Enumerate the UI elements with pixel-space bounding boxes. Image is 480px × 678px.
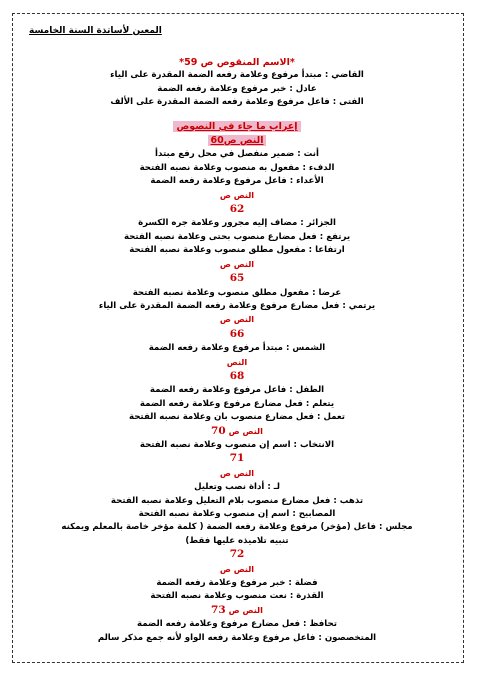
passage-number-71 — [27, 452, 447, 466]
passage-number-72 — [27, 548, 447, 562]
text-line: الانتخاب : اسم إن منصوب وعلامة نصبه الفتحة — [139, 439, 335, 450]
passage-heading-label: النص ص60 — [208, 135, 267, 146]
passage-number-68 — [27, 370, 447, 384]
spacer — [27, 110, 447, 120]
passage-heading-label: النص ص — [219, 189, 255, 200]
passage-heading-71 — [27, 467, 447, 481]
passage-number: 72 — [229, 548, 245, 561]
passage-heading-70 — [27, 425, 447, 439]
section-title-irab: إعراب ما جاء في النصوص — [173, 121, 300, 132]
document-header-title: المعين لأساتذة السنة الخامسة — [29, 26, 162, 36]
text-line: لـ : أداة نصب وتعليل — [194, 482, 280, 493]
text-line: يتعلم : فعل مضارع مرفوع وعلامة رفعه الضمة — [139, 398, 335, 409]
passage-number-62 — [27, 203, 447, 217]
passage-heading-label: النص ص — [219, 467, 255, 478]
passage-heading-label: النص ص — [228, 425, 263, 436]
text-line: عادل : خبر مرفوع وعلامة رفعه الضمة — [157, 83, 317, 94]
text-line: ارتفاعا : مفعول مطلق منصوب وعلامة نصبه الفتحة — [129, 245, 345, 256]
passage-number: 62 — [229, 203, 245, 216]
passage-number: 70 — [211, 424, 226, 437]
passage-heading-label: النص ص — [219, 258, 255, 269]
passage-heading-72 — [27, 563, 447, 577]
passage-number: 65 — [229, 272, 245, 285]
passage-heading-60 — [27, 134, 447, 148]
text-line: أنت : ضمير منفصل في محل رفع مبتدأ — [155, 149, 319, 160]
passage-heading-68 — [27, 356, 447, 370]
text-line: الشمس : مبتدأ مرفوع وعلامة رفعه الضمة — [148, 343, 326, 354]
text-line: الجزائر : مضاف إليه مجرور وعلامة جره الكسرة — [138, 218, 336, 229]
passage-heading-73 — [27, 604, 447, 618]
text-line: عرضا : مفعول مطلق منصوب وعلامة نصبه الفتحة — [132, 287, 342, 298]
text-line: يرتفع : فعل مضارع منصوب بحتى وعلامة نصبه الفتحة — [123, 231, 351, 242]
text-line: الفتى : فاعل مرفوع وعلامة رفعه الضمة المقدرة على الألف — [110, 97, 364, 108]
document-page — [12, 13, 464, 663]
passage-heading-66 — [27, 313, 447, 327]
text-line: تعمل : فعل مضارع منصوب بان وعلامة نصبه الفتحة — [129, 412, 345, 423]
passage-heading-label: النص ص — [228, 604, 263, 615]
passage-heading-62 — [27, 189, 447, 203]
text-line: الطفل : فاعل مرفوع وعلامة رفعه الضمة — [149, 385, 325, 396]
passage-number: 71 — [229, 452, 245, 465]
text-line: فضلة : خبر مرفوع وعلامة رفعه الضمة — [156, 578, 318, 589]
text-line: الدفء : مفعول به منصوب وعلامة نصبه الفتحة — [139, 162, 335, 173]
passage-heading-label: النص ص — [219, 563, 255, 574]
text-line: المصابيح : اسم إن منصوب وعلامة نصبه الفتحة — [138, 509, 336, 519]
passage-heading-label: النص — [226, 356, 248, 367]
text-line: الأعداء : فاعل مرفوع وعلامة رفعه الضمة — [150, 176, 324, 187]
section-title-wrapper — [27, 120, 447, 134]
text-line: تنبيه تلاميذه عليها فقط) — [185, 535, 289, 546]
passage-number: 68 — [229, 369, 245, 382]
text-line: مجلس : فاعل (مؤخر) مرفوع وعلامة رفعه الضمة ( كلمة مؤخر خاصة بالمعلم ويمكنه — [61, 522, 413, 533]
passage-number: 73 — [211, 603, 226, 616]
passage-heading-label: النص ص — [219, 314, 255, 325]
text-line: القذرة : نعت منصوب وعلامة نصبه الفتحة — [150, 591, 324, 602]
text-line: تحافظ : فعل مضارع مرفوع وعلامة رفعه الضمة — [137, 619, 337, 630]
text-line: تذهب : فعل مضارع منصوب بلام التعليل وعلامة نصبه الفتحة — [110, 495, 364, 506]
passage-heading-65 — [27, 258, 447, 272]
passage-number-66 — [27, 328, 447, 342]
passage-number-65 — [27, 272, 447, 286]
text-line: يرتمي : فعل مضارع مرفوع وعلامة رفعه الضمة المقدرة على الياء — [98, 300, 376, 311]
text-line: القاضي : مبتدأ مرفوع وعلامة رفعه الضمة المقدرة على الياء — [110, 70, 364, 81]
document-content — [27, 56, 447, 645]
passage-number: 66 — [229, 327, 245, 340]
text-line: المتخصصون : فاعل مرفوع وعلامة رفعه الواو لأنه جمع مذكر سالم — [97, 632, 377, 643]
section-title-manqus: *الاسم المنقوص ص 59* — [179, 57, 295, 68]
